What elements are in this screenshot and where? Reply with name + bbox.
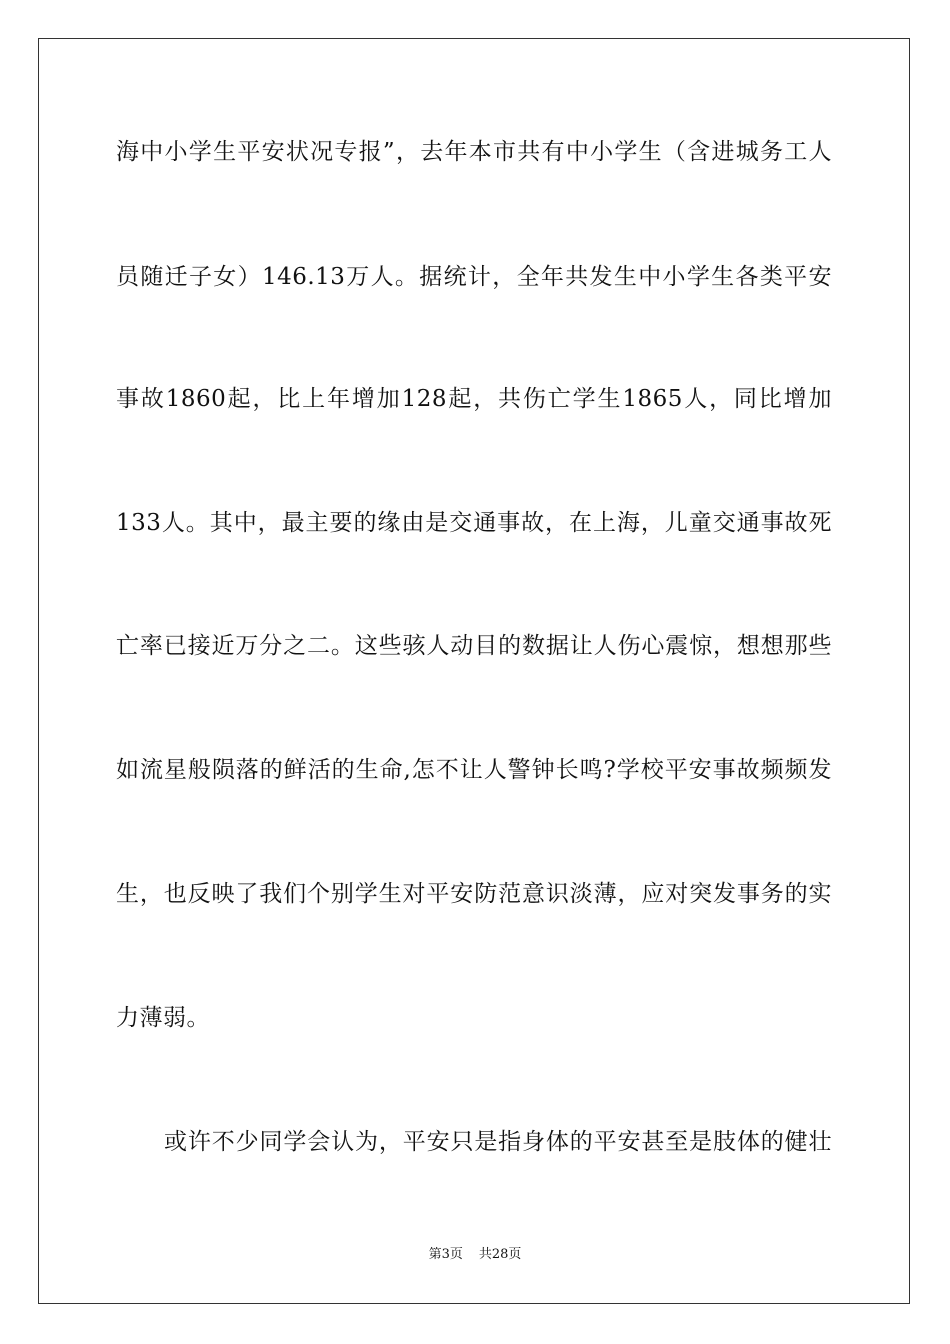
- paragraph-line-1: 海中小学生平安状况专报”，去年本市共有中小学生（含进城务工人: [116, 139, 832, 165]
- paragraph-line-5: 亡率已接近万分之二。这些骇人动目的数据让人伤心震惊，想想那些: [116, 633, 832, 659]
- page-total: 共28页: [478, 1247, 522, 1262]
- paragraph-line-7: 生，也反映了我们个别学生对平安防范意识淡薄，应对突发事务的实: [116, 881, 832, 907]
- paragraph-line-4: 133人。其中，最主要的缘由是交通事故，在上海，儿童交通事故死: [116, 510, 832, 536]
- paragraph-line-3: 事故1860起，比上年增加128起，共伤亡学生1865人，同比增加: [116, 386, 832, 412]
- page-footer: [0, 1246, 950, 1264]
- paragraph-line-9: 或许不少同学会认为，平安只是指身体的平安甚至是肢体的健壮: [164, 1129, 832, 1155]
- page-border: [38, 38, 910, 1304]
- paragraph-line-8: 力薄弱。: [116, 1005, 210, 1031]
- paragraph-line-2: 员随迁子女）146.13万人。据统计，全年共发生中小学生各类平安: [116, 264, 832, 290]
- page-number: 第3页: [428, 1247, 463, 1262]
- paragraph-line-6: 如流星般陨落的鲜活的生命,怎不让人警钟长鸣?学校平安事故频频发: [116, 757, 832, 783]
